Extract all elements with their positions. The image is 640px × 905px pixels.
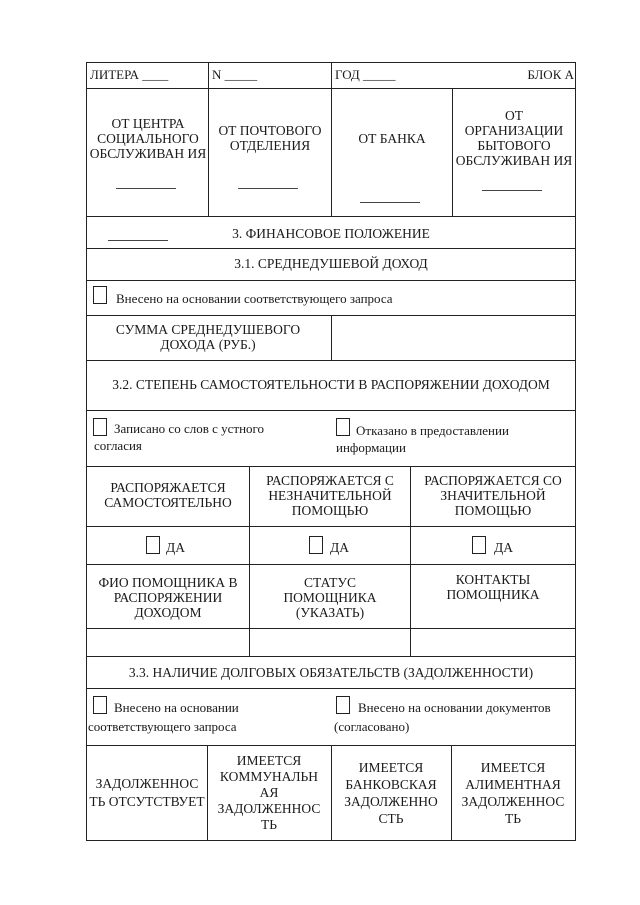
rule bbox=[86, 216, 576, 217]
source-social-center: ОТ ЦЕНТРА СОЦИАЛЬНОГО ОБСЛУЖИВАН ИЯ bbox=[89, 115, 207, 161]
rule bbox=[331, 62, 332, 216]
checkbox-debt-documents-label: Внесено на основании документов (согласовано) bbox=[334, 700, 551, 734]
blank-line bbox=[360, 202, 420, 203]
rule bbox=[86, 526, 576, 527]
rule bbox=[86, 688, 576, 689]
litera-label: ЛИТЕРА ____ bbox=[90, 67, 169, 82]
helper-name-label: ФИО ПОМОЩНИКА В РАСПОРЯЖЕНИИ ДОХОДОМ bbox=[98, 574, 238, 620]
section-3-2-title: 3.2. СТЕПЕНЬ САМОСТОЯТЕЛЬНОСТИ В РАСПОРЯЖЕНИИ ДОХОДОМ bbox=[112, 376, 550, 392]
checkbox-yes-major-help[interactable] bbox=[472, 536, 486, 554]
income-sum-value[interactable] bbox=[333, 318, 573, 356]
rule bbox=[208, 62, 209, 216]
debt-bank: ИМЕЕТСЯ БАНКОВСКАЯ ЗАДОЛЖЕННО СТЬ bbox=[344, 760, 438, 826]
outer-border-left bbox=[86, 62, 87, 840]
section-3-1-title: 3.1. СРЕДНЕДУШЕВОЙ ДОХОД bbox=[234, 255, 428, 271]
debt-none: ЗАДОЛЖЕННОС ТЬ ОТСУТСТВУЕТ bbox=[89, 776, 205, 809]
rule bbox=[331, 745, 332, 840]
disposal-independent: РАСПОРЯЖАЕТСЯ САМОСТОЯТЕЛЬНО bbox=[104, 480, 232, 510]
rule bbox=[86, 248, 576, 249]
number-label: N _____ bbox=[212, 67, 258, 82]
rule bbox=[86, 280, 576, 281]
yes-label: ДА bbox=[494, 539, 513, 555]
checkbox-yes-independent[interactable] bbox=[146, 536, 160, 554]
blank-line bbox=[108, 240, 168, 241]
checkbox-request-income-label: Внесено на основании соответствующего запроса bbox=[116, 290, 393, 306]
year-label: ГОД _____ bbox=[335, 67, 396, 82]
debt-alimony: ИМЕЕТСЯ АЛИМЕНТНАЯ ЗАДОЛЖЕННОС ТЬ bbox=[461, 760, 565, 826]
helper-status-label: СТАТУС ПОМОЩНИКА (УКАЗАТЬ) bbox=[283, 574, 377, 620]
blank-line bbox=[238, 188, 298, 189]
number-field[interactable] bbox=[212, 64, 330, 86]
checkbox-debt-request-label: Внесено на основании соответствующего запроса bbox=[88, 700, 239, 734]
rule bbox=[86, 628, 576, 629]
source-post-office: ОТ ПОЧТОВОГО ОТДЕЛЕНИЯ bbox=[218, 123, 322, 153]
rule bbox=[86, 360, 576, 361]
rule bbox=[452, 88, 453, 216]
source-bank: ОТ БАНКА bbox=[358, 130, 426, 146]
helper-contacts-label: КОНТАКТЫ ПОМОЩНИКА bbox=[446, 572, 540, 602]
income-sum-label: СУММА СРЕДНЕДУШЕВОГО ДОХОДА (РУБ.) bbox=[115, 322, 301, 352]
yes-label: ДА bbox=[330, 539, 349, 555]
rule bbox=[86, 840, 576, 841]
rule bbox=[86, 410, 576, 411]
checkbox-yes-minor-help[interactable] bbox=[309, 536, 323, 554]
section-3-3-title: 3.3. НАЛИЧИЕ ДОЛГОВЫХ ОБЯЗАТЕЛЬСТВ (ЗАДОЛЖЕННОСТИ) bbox=[128, 664, 534, 680]
outer-border-right bbox=[575, 62, 576, 840]
rule bbox=[86, 564, 576, 565]
litera-field[interactable] bbox=[90, 64, 208, 86]
yes-label: ДА bbox=[166, 539, 185, 555]
rule bbox=[451, 745, 452, 840]
debt-utility: ИМЕЕТСЯ КОММУНАЛЬН АЯ ЗАДОЛЖЕННОС ТЬ bbox=[217, 753, 321, 832]
source-service-org: ОТ ОРГАНИЗАЦИИ БЫТОВОГО ОБСЛУЖИВАН ИЯ bbox=[455, 108, 573, 168]
checkbox-info-refused-label: Отказано в предоставлении информации bbox=[336, 423, 509, 455]
block-label: БЛОК А bbox=[527, 67, 574, 82]
blank-line bbox=[116, 188, 176, 189]
checkbox-verbal-consent-label: Записано со слов с устного согласия bbox=[94, 421, 265, 453]
blank-line bbox=[482, 190, 542, 191]
checkbox-request-income[interactable] bbox=[93, 286, 107, 304]
rule bbox=[207, 745, 208, 840]
rule bbox=[331, 315, 332, 360]
rule bbox=[86, 466, 576, 467]
disposal-major-help: РАСПОРЯЖАЕТСЯ СО ЗНАЧИТЕЛЬНОЙ ПОМОЩЬЮ bbox=[424, 472, 562, 518]
disposal-minor-help: РАСПОРЯЖАЕТСЯ С НЕЗНАЧИТЕЛЬНОЙ ПОМОЩЬЮ bbox=[266, 472, 394, 518]
rule bbox=[86, 656, 576, 657]
section-3-title: 3. ФИНАНСОВОЕ ПОЛОЖЕНИЕ bbox=[232, 225, 430, 241]
year-field[interactable] bbox=[335, 64, 445, 86]
